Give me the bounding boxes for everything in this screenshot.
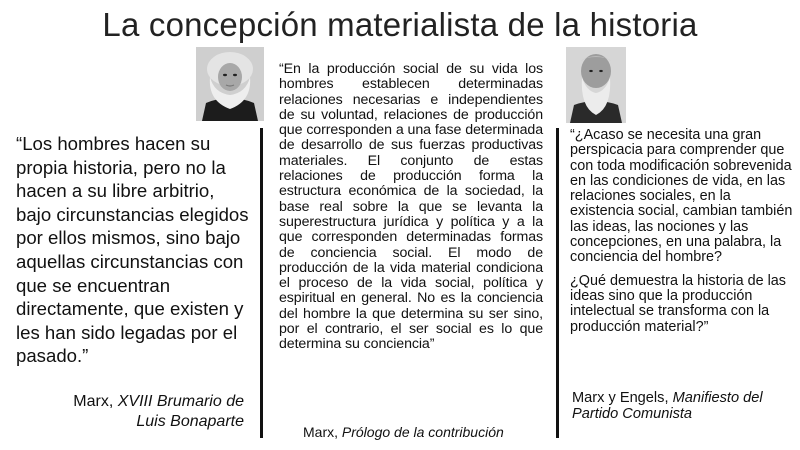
middle-attribution [303,424,504,440]
middle-author: Marx, [303,424,342,440]
right-attribution [572,390,796,422]
left-quote [16,132,252,368]
slide-title: La concepción materialista de la historia [102,6,698,43]
left-quote-text: “Los hombres hacen su propia historia, pero no la hacen a su libre arbitrio, bajo circunstancias elegidos por ellos mismos, sino bajo aquellas circunstancias con que se encuentran directamente, que existen y les han sido legadas por el pasado.” [16,133,249,367]
left-attribution [73,392,244,432]
divider-right [556,128,559,438]
right-quote [570,128,794,343]
left-work-line1: XVIII Brumario de [117,393,244,410]
left-work-line2: Luis Bonaparte [136,413,244,430]
divider-left [260,128,263,438]
middle-quote-text: “En la producción social de su vida los hombres establecen determinadas relaciones necesarias e independientes de su voluntad, relaciones de producción que corresponden a una fase determinada de desarrollo de sus fuerzas productivas materiales. El conjunto de estas relaciones de producción forma la estructura económica de la sociedad, la base real sobre la que se levanta la superestructura jurídica y política y a la que corresponden determinadas formas de conciencia social. El modo de producción de la vida material condiciona el proceso de la vida social, política y espiritual en general. No es la conciencia del hombre la que determina su ser sino, por el contrario, el ser social es lo que determina su conciencia” [279,61,543,353]
middle-work: Prólogo de la contribución [341,424,504,440]
middle-quote [279,62,543,353]
right-work: Manifiesto del Partido Comunista [572,390,763,422]
right-quote-text-2: ¿Qué demuestra la historia de las ideas sino que la producción intelectual se transforma con la producción material?” [570,272,786,335]
engels-portrait [566,47,626,123]
left-author: Marx, [73,393,118,410]
right-author: Marx y Engels, [572,390,673,406]
right-quote-text-1: “¿Acaso se necesita una gran perspicacia para comprender que con toda modificación sobrevenida en las condiciones de vida, en las relaciones sociales, en la existencia social, cambian también las ideas, las nociones y las concepciones, en una palabra, la conciencia del hombre? [570,127,793,266]
marx-portrait [196,47,264,121]
